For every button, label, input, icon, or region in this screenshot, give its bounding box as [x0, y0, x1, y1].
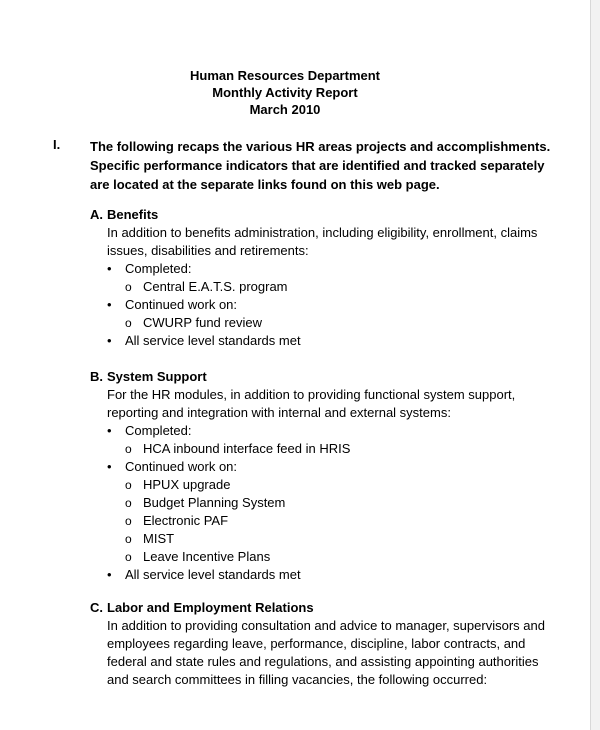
subsection-letter: C.: [90, 600, 103, 615]
section-intro: The following recaps the various HR areas projects and accomplishments. Specific performance indicators that are identified and tracked separately are located at the separate links found on this web page.: [90, 139, 551, 192]
sub-list-item-label: CWURP fund review: [143, 315, 262, 330]
subsection-description: For the HR modules, in addition to providing functional system support, reporting and integration with internal and external systems:: [107, 387, 516, 420]
subsection-benefits: [90, 205, 560, 350]
list-item-label: Completed:: [125, 423, 192, 438]
report-date: March 2010: [249, 102, 321, 117]
subsection-title: Benefits: [107, 207, 159, 222]
list-item-label: All service level standards met: [125, 333, 301, 348]
list-item: [107, 296, 560, 332]
subsection-labor-relations: [90, 598, 560, 689]
subsection-description: In addition to providing consultation and advice to manager, supervisors and employees regarding leave, performance, discipline, labor contracts, and federal and state rules and regulations, and assisting appointing authorities and search committees in filling vacancies, the following occurred:: [107, 618, 545, 687]
sub-list-item: [125, 476, 560, 494]
list-item-label: All service level standards met: [125, 567, 301, 582]
sub-list-item-label: Electronic PAF: [143, 513, 229, 528]
list-item-label: Completed:: [125, 261, 192, 276]
sub-list-item-label: Central E.A.T.S. program: [143, 279, 288, 294]
subsection-title: Labor and Employment Relations: [107, 600, 314, 615]
sub-list-item: [125, 548, 560, 566]
subsection-heading: [90, 205, 560, 224]
sub-list: [125, 278, 560, 296]
sub-list-item-label: HPUX upgrade: [143, 477, 231, 492]
sub-list-item-label: Budget Planning System: [143, 495, 286, 510]
sub-list-item: [125, 512, 560, 530]
sub-list-item: [125, 530, 560, 548]
sub-list: [125, 440, 560, 458]
section-number: I.: [53, 137, 61, 152]
list-item-label: Continued work on:: [125, 459, 238, 474]
subsection-letter: B.: [90, 369, 103, 384]
sub-list: [125, 314, 560, 332]
report-header: [0, 67, 570, 118]
report-title: Monthly Activity Report: [212, 85, 358, 100]
sub-list-item: [125, 278, 560, 296]
bullet-icon: •: [107, 297, 112, 312]
list-item: [107, 422, 560, 458]
subsection-heading: [90, 367, 560, 386]
circle-bullet-icon: o: [125, 316, 132, 330]
subsection-description: In addition to benefits administration, including eligibility, enrollment, claims issues, disabilities and retirements:: [107, 225, 538, 258]
list-item: [107, 260, 560, 296]
subsection-letter: A.: [90, 207, 103, 222]
circle-bullet-icon: o: [125, 496, 132, 510]
sub-list-item-label: Leave Incentive Plans: [143, 549, 271, 564]
circle-bullet-icon: o: [125, 514, 132, 528]
circle-bullet-icon: o: [125, 442, 132, 456]
circle-bullet-icon: o: [125, 550, 132, 564]
bullet-list: [107, 260, 560, 350]
circle-bullet-icon: o: [125, 280, 132, 294]
sub-list-item-label: MIST: [143, 531, 175, 546]
sub-list-item: [125, 440, 560, 458]
bullet-icon: •: [107, 333, 112, 348]
subsection-title: System Support: [107, 369, 207, 384]
sub-list: [125, 476, 560, 566]
bullet-icon: •: [107, 459, 112, 474]
subsection-system-support: [90, 367, 560, 584]
bullet-icon: •: [107, 423, 112, 438]
list-item: [107, 566, 560, 584]
bullet-icon: •: [107, 261, 112, 276]
sub-list-item: [125, 314, 560, 332]
department-title: Human Resources Department: [190, 68, 380, 83]
list-item: [107, 332, 560, 350]
bullet-list: [107, 422, 560, 584]
bullet-icon: •: [107, 567, 112, 582]
circle-bullet-icon: o: [125, 532, 132, 546]
circle-bullet-icon: o: [125, 478, 132, 492]
sub-list-item: [125, 494, 560, 512]
list-item-label: Continued work on:: [125, 297, 238, 312]
subsection-heading: [90, 598, 560, 617]
sub-list-item-label: HCA inbound interface feed in HRIS: [143, 441, 351, 456]
list-item: [107, 458, 560, 566]
